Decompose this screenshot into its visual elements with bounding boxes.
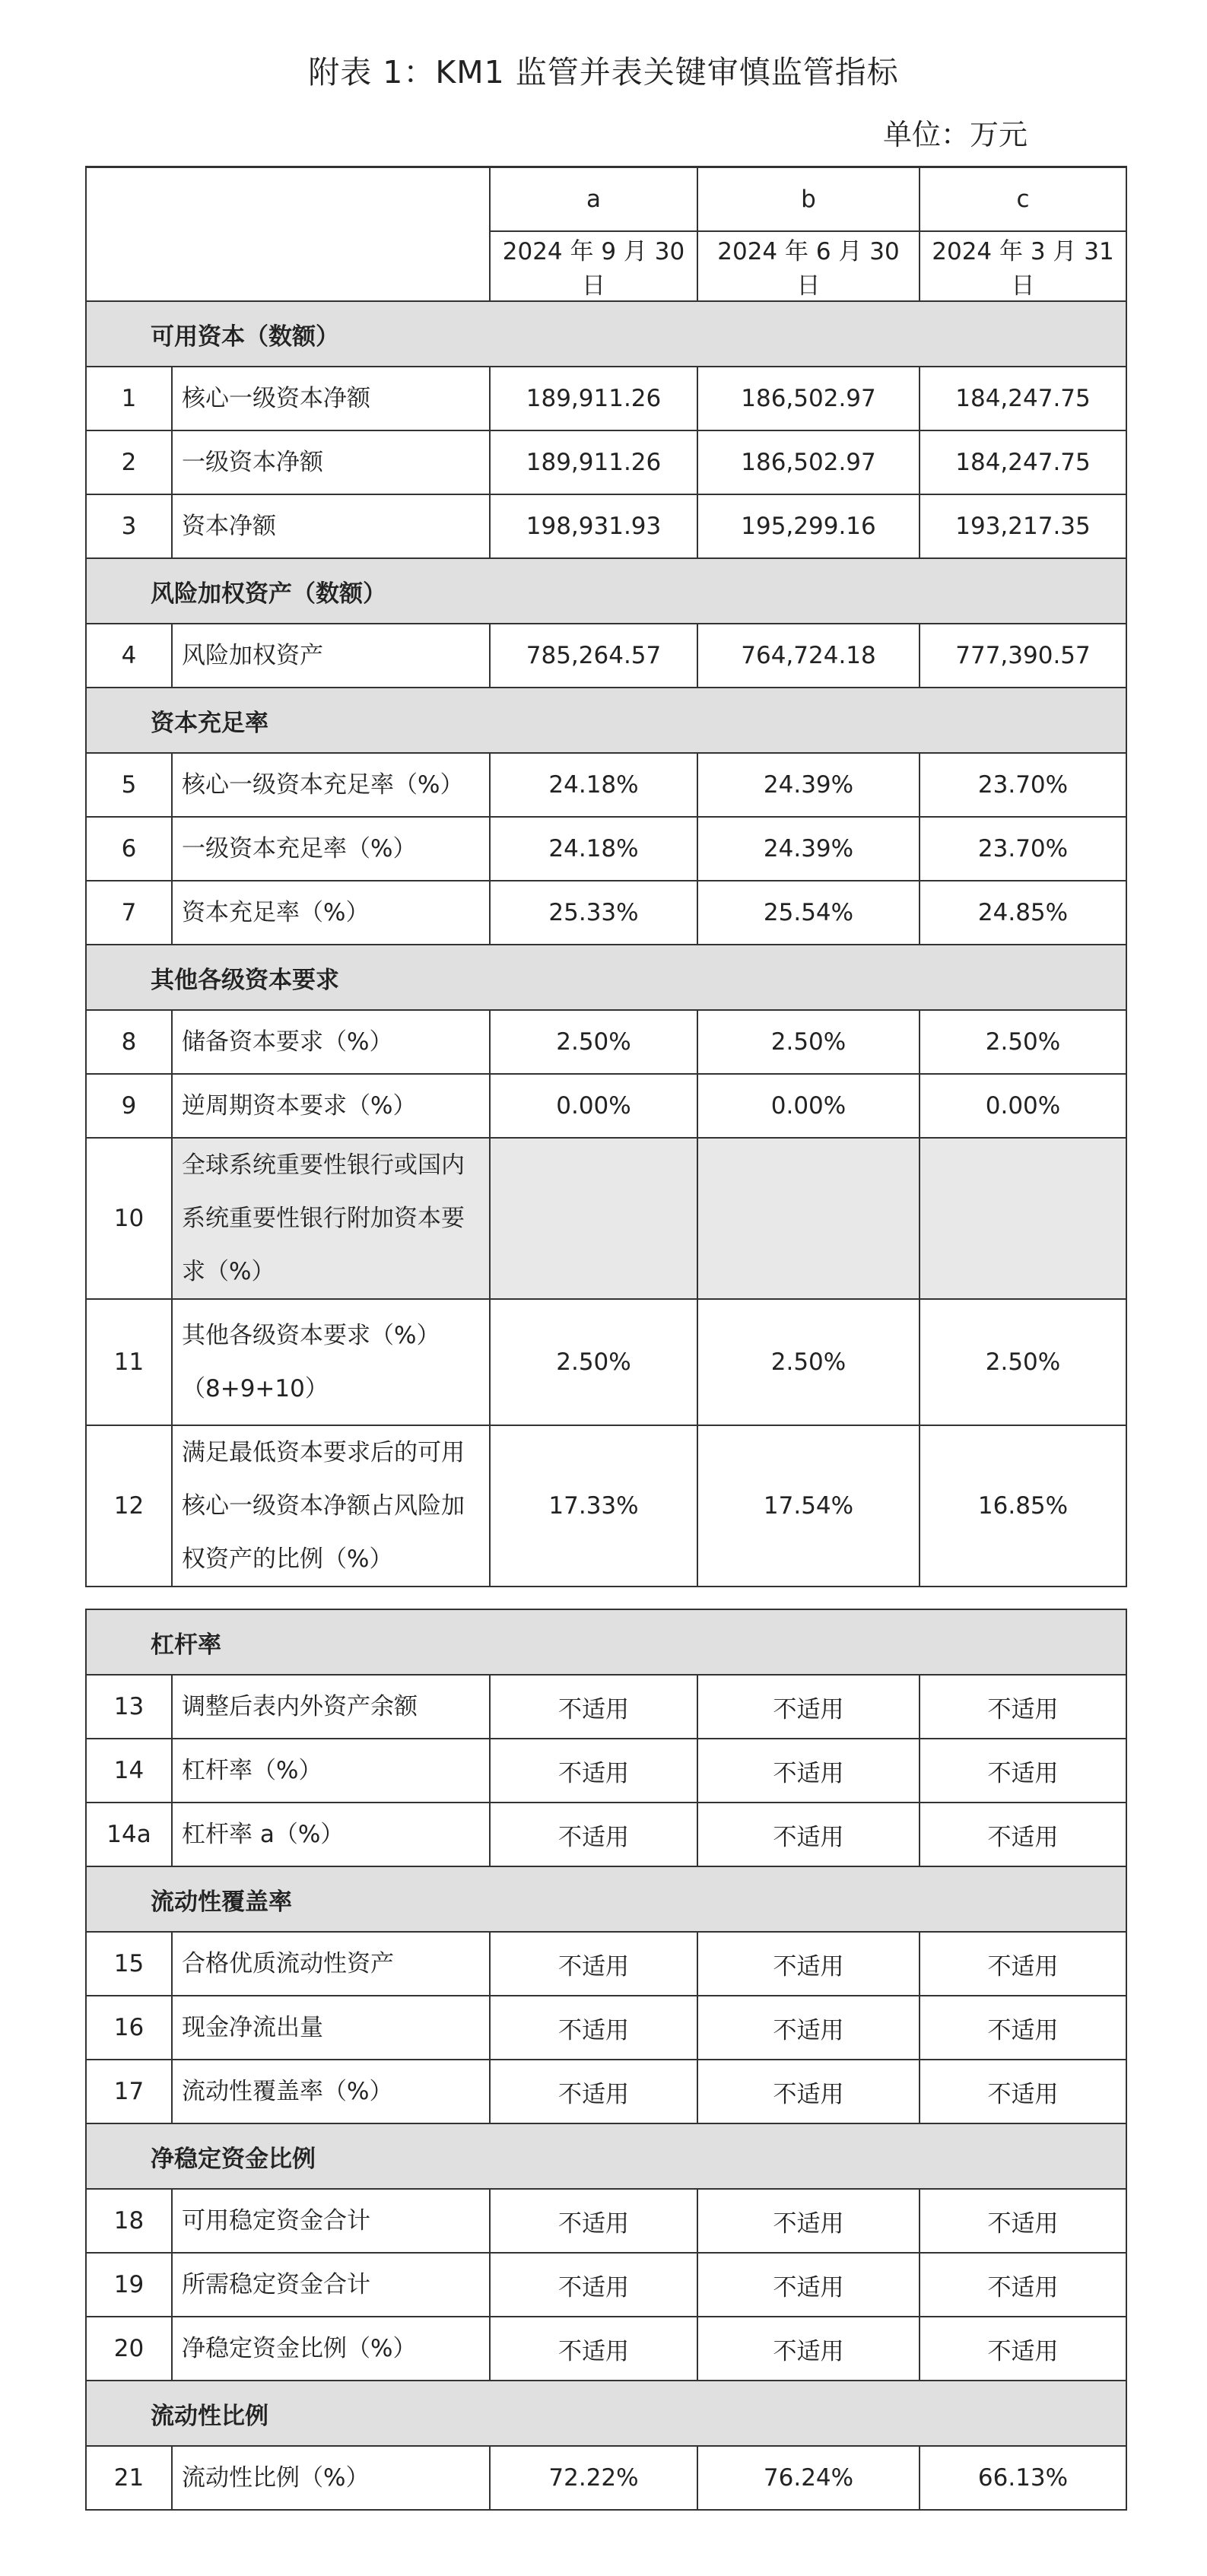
value-b: 不适用 — [697, 2317, 920, 2381]
table-row — [86, 2317, 1126, 2381]
value-c — [920, 1138, 1126, 1299]
row-number: 13 — [86, 1675, 172, 1739]
row-number: 3 — [86, 494, 172, 558]
row-label: 核心一级资本充足率（%） — [172, 753, 490, 817]
value-c: 不适用 — [920, 2317, 1126, 2381]
section-title: 资本充足率 — [151, 709, 268, 737]
section-header — [86, 2381, 1126, 2446]
header-row-columns — [86, 167, 1126, 232]
value-b: 2.50% — [697, 1010, 920, 1074]
value-c: 不适用 — [920, 1739, 1126, 1803]
value-a: 不适用 — [490, 2060, 697, 2123]
row-label: 一级资本充足率（%） — [172, 817, 490, 881]
header-blank-cell — [86, 167, 490, 302]
row-label: 核心一级资本净额 — [172, 367, 490, 430]
value-b: 不适用 — [697, 1739, 920, 1803]
value-b: 不适用 — [697, 1803, 920, 1866]
section-title: 风险加权资产（数额） — [151, 580, 386, 608]
value-a: 0.00% — [490, 1074, 697, 1138]
row-number: 4 — [86, 624, 172, 688]
row-number: 6 — [86, 817, 172, 881]
table-row — [86, 2189, 1126, 2253]
value-c: 16.85% — [920, 1425, 1126, 1587]
row-label: 逆周期资本要求（%） — [172, 1074, 490, 1138]
value-a: 198,931.93 — [490, 494, 697, 558]
value-c: 24.85% — [920, 881, 1126, 945]
table-row — [86, 2060, 1126, 2123]
value-a: 2.50% — [490, 1010, 697, 1074]
value-c: 23.70% — [920, 753, 1126, 817]
value-c: 2.50% — [920, 1299, 1126, 1425]
spacer-row — [86, 1587, 1126, 1609]
value-c: 777,390.57 — [920, 624, 1126, 688]
section-header — [86, 301, 1126, 367]
value-a: 不适用 — [490, 1675, 697, 1739]
value-c: 184,247.75 — [920, 367, 1126, 430]
value-a — [490, 1138, 697, 1299]
date-header-a: 2024 年 9 月 30 日 — [490, 231, 697, 301]
value-c: 不适用 — [920, 1996, 1126, 2060]
section-title: 流动性覆盖率 — [151, 1888, 292, 1916]
row-label: 一级资本净额 — [172, 430, 490, 494]
value-a: 不适用 — [490, 1932, 697, 1996]
value-a: 不适用 — [490, 1803, 697, 1866]
value-c: 不适用 — [920, 2060, 1126, 2123]
column-header-c: c — [920, 167, 1126, 232]
table-row — [86, 1996, 1126, 2060]
value-a: 24.18% — [490, 817, 697, 881]
value-a: 189,911.26 — [490, 367, 697, 430]
table-row — [86, 624, 1126, 688]
row-label: 满足最低资本要求后的可用核心一级资本净额占风险加权资产的比例（%） — [172, 1425, 490, 1587]
value-a: 17.33% — [490, 1425, 697, 1587]
value-a: 2.50% — [490, 1299, 697, 1425]
section-title: 杠杆率 — [151, 1631, 221, 1659]
row-label: 合格优质流动性资产 — [172, 1932, 490, 1996]
row-label: 流动性覆盖率（%） — [172, 2060, 490, 2123]
page-title: 附表 1：KM1 监管并表关键审慎监管指标 — [308, 54, 899, 91]
row-number: 15 — [86, 1932, 172, 1996]
value-c: 2.50% — [920, 1010, 1126, 1074]
row-number: 14a — [86, 1803, 172, 1866]
value-b: 17.54% — [697, 1425, 920, 1587]
value-a: 785,264.57 — [490, 624, 697, 688]
value-b: 不适用 — [697, 1996, 920, 2060]
value-b: 不适用 — [697, 2253, 920, 2317]
table-row — [86, 1010, 1126, 1074]
table-row — [86, 753, 1126, 817]
value-b: 195,299.16 — [697, 494, 920, 558]
table-row — [86, 817, 1126, 881]
section-title: 其他各级资本要求 — [151, 966, 339, 994]
table-row — [86, 430, 1126, 494]
table-row — [86, 1932, 1126, 1996]
value-a: 不适用 — [490, 2317, 697, 2381]
row-number: 18 — [86, 2189, 172, 2253]
value-a: 不适用 — [490, 2253, 697, 2317]
value-a: 189,911.26 — [490, 430, 697, 494]
value-a: 25.33% — [490, 881, 697, 945]
value-b: 0.00% — [697, 1074, 920, 1138]
row-label: 全球系统重要性银行或国内系统重要性银行附加资本要求（%） — [172, 1138, 490, 1299]
row-number: 9 — [86, 1074, 172, 1138]
row-label: 风险加权资产 — [172, 624, 490, 688]
table-row — [86, 367, 1126, 430]
row-number: 16 — [86, 1996, 172, 2060]
row-label: 可用稳定资金合计 — [172, 2189, 490, 2253]
km1-table — [85, 166, 1127, 2511]
value-c: 不适用 — [920, 1675, 1126, 1739]
row-number: 21 — [86, 2446, 172, 2510]
value-b: 不适用 — [697, 2189, 920, 2253]
row-number: 8 — [86, 1010, 172, 1074]
value-c: 184,247.75 — [920, 430, 1126, 494]
section-header — [86, 1866, 1126, 1932]
table-row — [86, 1074, 1126, 1138]
row-number: 12 — [86, 1425, 172, 1587]
row-label: 流动性比例（%） — [172, 2446, 490, 2510]
date-header-c: 2024 年 3 月 31 日 — [920, 231, 1126, 301]
table-row — [86, 1138, 1126, 1299]
row-label: 杠杆率（%） — [172, 1739, 490, 1803]
row-label: 资本充足率（%） — [172, 881, 490, 945]
value-c: 23.70% — [920, 817, 1126, 881]
unit-label: 单位：万元 — [882, 118, 1028, 151]
value-b: 不适用 — [697, 1675, 920, 1739]
value-b: 764,724.18 — [697, 624, 920, 688]
value-b: 186,502.97 — [697, 430, 920, 494]
row-number: 20 — [86, 2317, 172, 2381]
value-a: 不适用 — [490, 1739, 697, 1803]
row-label: 所需稳定资金合计 — [172, 2253, 490, 2317]
column-header-a: a — [490, 167, 697, 232]
table-row — [86, 1425, 1126, 1587]
section-header — [86, 2123, 1126, 2189]
table-row — [86, 1739, 1126, 1803]
column-header-b: b — [697, 167, 920, 232]
value-b: 24.39% — [697, 817, 920, 881]
row-number: 2 — [86, 430, 172, 494]
value-c: 不适用 — [920, 2189, 1126, 2253]
row-label: 资本净额 — [172, 494, 490, 558]
row-number: 17 — [86, 2060, 172, 2123]
value-a: 24.18% — [490, 753, 697, 817]
table-row — [86, 881, 1126, 945]
table-row — [86, 2446, 1126, 2510]
table-row — [86, 2253, 1126, 2317]
value-c: 不适用 — [920, 1803, 1126, 1866]
value-b: 186,502.97 — [697, 367, 920, 430]
section-header — [86, 945, 1126, 1010]
row-number: 1 — [86, 367, 172, 430]
row-label: 净稳定资金比例（%） — [172, 2317, 490, 2381]
date-header-b: 2024 年 6 月 30 日 — [697, 231, 920, 301]
table-row — [86, 494, 1126, 558]
value-b: 25.54% — [697, 881, 920, 945]
section-title: 净稳定资金比例 — [151, 2145, 316, 2173]
value-c: 66.13% — [920, 2446, 1126, 2510]
value-a: 不适用 — [490, 2189, 697, 2253]
value-a: 不适用 — [490, 1996, 697, 2060]
row-label: 调整后表内外资产余额 — [172, 1675, 490, 1739]
value-b: 不适用 — [697, 2060, 920, 2123]
row-number: 19 — [86, 2253, 172, 2317]
table-row — [86, 1803, 1126, 1866]
table-row — [86, 1299, 1126, 1425]
section-title: 流动性比例 — [151, 2402, 268, 2430]
row-label: 杠杆率 a（%） — [172, 1803, 490, 1866]
row-label: 其他各级资本要求（%）（8+9+10） — [172, 1299, 490, 1425]
section-header — [86, 688, 1126, 753]
section-title: 可用资本（数额） — [151, 322, 339, 351]
row-number: 7 — [86, 881, 172, 945]
value-b: 76.24% — [697, 2446, 920, 2510]
value-c: 0.00% — [920, 1074, 1126, 1138]
section-header — [86, 558, 1126, 624]
value-b: 不适用 — [697, 1932, 920, 1996]
row-number: 10 — [86, 1138, 172, 1299]
value-c: 193,217.35 — [920, 494, 1126, 558]
row-label: 现金净流出量 — [172, 1996, 490, 2060]
table-row — [86, 1675, 1126, 1739]
row-number: 5 — [86, 753, 172, 817]
value-a: 72.22% — [490, 2446, 697, 2510]
row-number: 14 — [86, 1739, 172, 1803]
value-b — [697, 1138, 920, 1299]
row-label: 储备资本要求（%） — [172, 1010, 490, 1074]
value-c: 不适用 — [920, 2253, 1126, 2317]
value-c: 不适用 — [920, 1932, 1126, 1996]
row-number: 11 — [86, 1299, 172, 1425]
value-b: 24.39% — [697, 753, 920, 817]
value-b: 2.50% — [697, 1299, 920, 1425]
section-header — [86, 1609, 1126, 1675]
